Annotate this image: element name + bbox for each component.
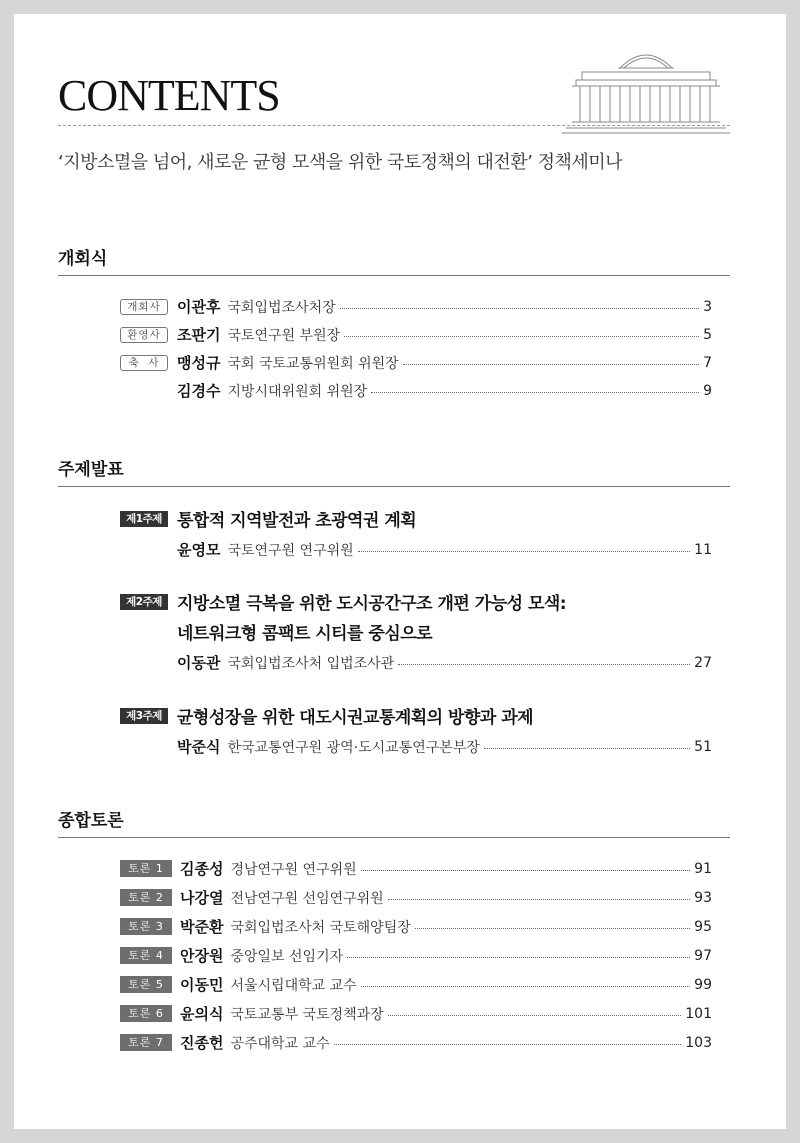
speaker-name: 조판기 — [177, 326, 221, 344]
topic-text-line2: 네트워크형 콤팩트 시티를 중심으로 — [177, 624, 433, 644]
discussion-tag: 토론 3 — [120, 918, 172, 935]
role-tag-empty — [120, 739, 168, 755]
leader-dots — [403, 364, 699, 365]
speaker-name: 박준식 — [177, 738, 221, 756]
leader-dots — [347, 957, 690, 958]
topic-tag: 제3주제 — [120, 708, 168, 724]
discussion-tag: 토론 1 — [120, 860, 172, 877]
page-number: 3 — [703, 298, 712, 315]
speaker-role: 공주대학교 교수 — [230, 1035, 330, 1052]
role-tag: 축 사 — [120, 355, 168, 371]
topic-title[interactable] — [120, 703, 533, 728]
toc-entry[interactable] — [120, 296, 712, 317]
topic-title[interactable] — [120, 506, 416, 531]
speaker-name: 나강열 — [180, 889, 224, 907]
speaker-name: 맹성규 — [177, 354, 221, 372]
toc-entry[interactable] — [120, 974, 712, 995]
speaker-role: 국회 국토교통위원회 위원장 — [227, 355, 399, 372]
page-title: CONTENTS — [58, 71, 280, 120]
speaker-name: 김종성 — [180, 860, 224, 878]
discussion-tag: 토론 2 — [120, 889, 172, 906]
speaker-role: 국회입법조사처장 — [227, 299, 336, 316]
discussion-tag: 토론 5 — [120, 976, 172, 993]
speaker-role: 국회입법조사처 입법조사관 — [227, 655, 395, 672]
toc-entry[interactable] — [120, 887, 712, 908]
section-title: 종합토론 — [58, 806, 730, 838]
toc-entry[interactable] — [120, 324, 712, 345]
role-tag-empty — [120, 655, 168, 671]
leader-dots — [484, 748, 690, 749]
speaker-name: 이관후 — [177, 298, 221, 316]
speaker-role: 지방시대위원회 위원장 — [227, 383, 368, 400]
speaker-name: 이동민 — [180, 976, 224, 994]
topic-tag: 제1주제 — [120, 511, 168, 527]
speaker-role: 국토연구원 연구위원 — [227, 542, 354, 559]
role-tag-empty — [120, 542, 168, 558]
header-divider — [58, 125, 730, 126]
leader-dots — [334, 1044, 682, 1045]
speaker-role: 한국교통연구원 광역·도시교통연구본부장 — [227, 739, 480, 756]
discussion-tag: 토론 4 — [120, 947, 172, 964]
page-number: 99 — [694, 976, 712, 993]
discussion-tag: 토론 7 — [120, 1034, 172, 1051]
leader-dots — [358, 551, 691, 552]
page-number: 93 — [694, 889, 712, 906]
leader-dots — [371, 392, 699, 393]
leader-dots — [361, 870, 691, 871]
toc-entry[interactable] — [120, 1032, 712, 1053]
page-number: 7 — [703, 354, 712, 371]
speaker-role: 국토연구원 부원장 — [227, 327, 341, 344]
page-number: 91 — [694, 860, 712, 877]
speaker-role: 전남연구원 선임연구위원 — [230, 890, 384, 907]
section-title: 개회식 — [58, 244, 730, 276]
page-number: 95 — [694, 918, 712, 935]
toc-entry[interactable] — [120, 1003, 712, 1024]
leader-dots — [388, 1015, 682, 1016]
speaker-name: 진종헌 — [180, 1034, 224, 1052]
leader-dots — [415, 928, 690, 929]
speaker-name: 이동관 — [177, 654, 221, 672]
leader-dots — [340, 308, 699, 309]
leader-dots — [344, 336, 699, 337]
speaker-role: 국회입법조사처 국토해양팀장 — [230, 919, 411, 936]
speaker-name: 김경수 — [177, 382, 221, 400]
role-tag: 환영사 — [120, 327, 168, 343]
section-discussion — [58, 806, 730, 838]
page-number: 9 — [703, 382, 712, 399]
topic-title[interactable] — [120, 589, 566, 614]
speaker-role: 경남연구원 연구위원 — [230, 861, 357, 878]
section-title: 주제발표 — [58, 455, 730, 487]
role-tag-empty — [120, 383, 168, 399]
toc-entry[interactable] — [120, 945, 712, 966]
role-tag: 개회사 — [120, 299, 168, 315]
speaker-role: 국토교통부 국토정책과장 — [230, 1006, 384, 1023]
discussion-tag: 토론 6 — [120, 1005, 172, 1022]
page-number: 97 — [694, 947, 712, 964]
page-number: 103 — [685, 1034, 712, 1051]
topic-tag: 제2주제 — [120, 594, 168, 610]
leader-dots — [388, 899, 690, 900]
speaker-name: 윤영모 — [177, 541, 221, 559]
topic-text: 통합적 지역발전과 초광역권 계획 — [177, 511, 417, 531]
page-number: 5 — [703, 326, 712, 343]
section-presentations — [58, 455, 730, 487]
speaker-name: 안장원 — [180, 947, 224, 965]
toc-entry[interactable] — [120, 652, 712, 673]
page-number: 27 — [694, 654, 712, 671]
section-opening — [58, 244, 730, 276]
toc-entry[interactable] — [120, 380, 712, 401]
page-number: 11 — [694, 541, 712, 558]
speaker-role: 중앙일보 선임기자 — [230, 948, 344, 965]
topic-text: 지방소멸 극복을 위한 도시공간구조 개편 가능성 모색: — [177, 594, 567, 614]
speaker-name: 박준환 — [180, 918, 224, 936]
toc-entry[interactable] — [120, 352, 712, 373]
speaker-name: 윤의식 — [180, 1005, 224, 1023]
toc-entry[interactable] — [120, 539, 712, 560]
toc-entry[interactable] — [120, 736, 712, 757]
leader-dots — [398, 664, 690, 665]
speaker-role: 서울시립대학교 교수 — [230, 977, 357, 994]
page-number: 51 — [694, 738, 712, 755]
toc-entry[interactable] — [120, 916, 712, 937]
topic-text: 균형성장을 위한 대도시권교통계획의 방향과 과제 — [177, 708, 534, 728]
page-number: 101 — [685, 1005, 712, 1022]
seminar-subtitle: ‘지방소멸을 넘어, 새로운 균형 모색을 위한 국토정책의 대전환’ 정책세미나 — [58, 152, 623, 173]
leader-dots — [361, 986, 691, 987]
national-assembly-building-illustration — [562, 38, 730, 134]
toc-entry[interactable] — [120, 858, 712, 879]
